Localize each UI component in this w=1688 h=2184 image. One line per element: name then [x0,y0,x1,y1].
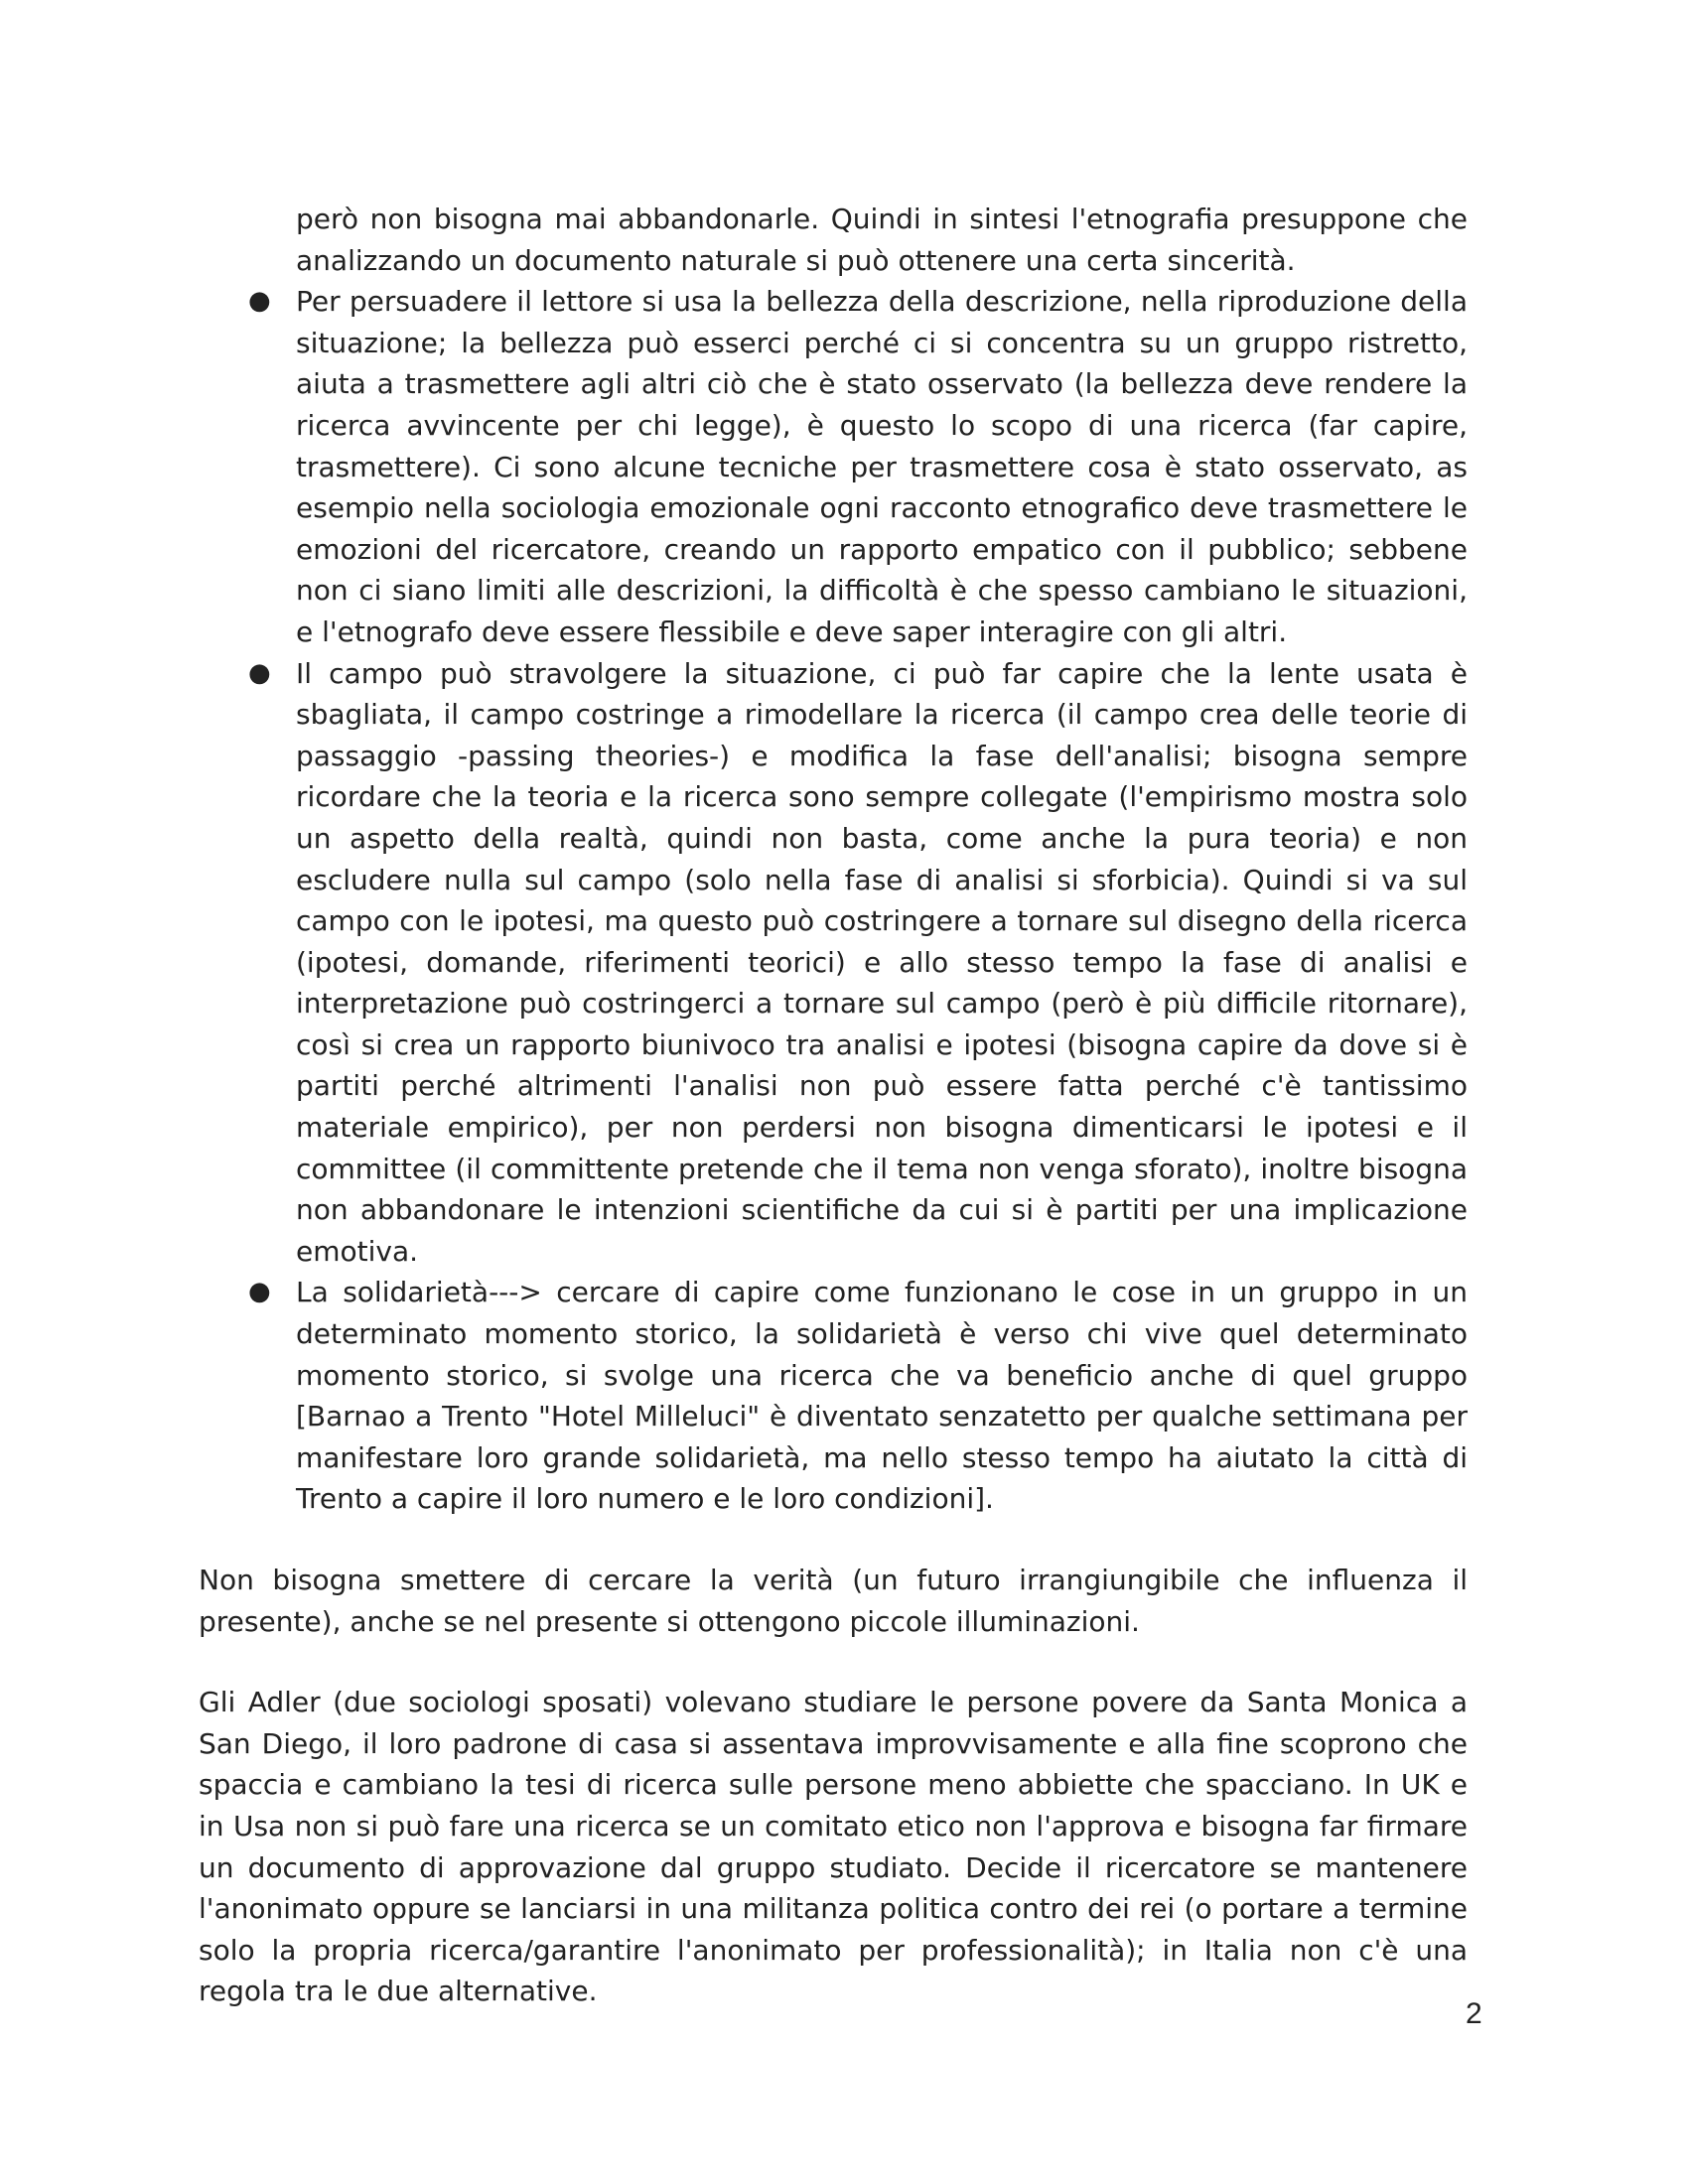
body-paragraph: Gli Adler (due sociologi sposati) volevano studiare le persone povere da Santa Monica a San Diego, il loro padrone di casa si assentava improvvisamente e alla fine scoprono che spaccia e cambiano la tesi di ricerca sulle persone meno abbiette che spacciano. In UK e in Usa non si può fare una ricerca se un comitato etico non l'approva e bisogna far firmare un documento di approvazione dal gruppo studiato. Decide il ricercatore se mantenere l'anonimato oppure se lanciarsi in una militanza politica contro dei rei (o portare a termine solo la propria ricerca/garantire l'anonimato per professionalità); in Italia non c'è una regola tra le due alternative. [199,1686,1468,2008]
list-item-text: La solidarietà---> cercare di capire come funzionano le cose in un gruppo in un determinato momento storico, la solidarietà è verso chi vive quel determinato momento storico, si svolge una ricerca che va beneficio anche di quel gruppo [Barnao a Trento "Hotel Milleluci" è diventato senzatetto per qualche settimana per manifestare loro grande solidarietà, ma nello stesso tempo ha aiutato la città di Trento a capire il loro numero e le loro condizioni]. [296,1276,1468,1516]
list-item-text: Per persuadere il lettore si usa la bellezza della descrizione, nella riproduzione della situazione; la bellezza può esserci perché ci si concentra su un gruppo ristretto, aiuta a trasmettere agli altri ciò che è stato osservato (la bellezza deve rendere la ricerca avvincente per chi legge), è questo lo scopo di una ricerca (far capire, trasmettere). Ci sono alcune tecniche per trasmettere cosa è stato osservato, as esempio nella sociologia emozionale ogni racconto etnografico deve trasmettere le emozioni del ricercatore, creando un rapporto empatico con il pubblico; sebbene non ci siano limiti alle descrizioni, la difficoltà è che spesso cambiano le situazioni, e l'etnografo deve essere flessibile e deve saper interagire con gli altri. [296,285,1468,648]
spacer [199,1520,1468,1560]
continuation-paragraph: però non bisogna mai abbandonarle. Quindi in sintesi l'etnografia presuppone che analizzando un documento naturale si può ottenere una certa sincerità. [296,203,1468,277]
bullet-icon: ● [248,1277,271,1307]
list-item [199,1272,1468,1520]
page-content [199,199,1468,2012]
bullet-icon: ● [248,657,271,688]
list-item [199,653,1468,1273]
list-item-text: Il campo può stravolgere la situazione, ci può far capire che la lente usata è sbagliata, il campo costringe a rimodellare la ricerca (il campo crea delle teorie di passaggio -passing theories-) e modifica la fase dell'analisi; bisogna sempre ricordare che la teoria e la ricerca sono sempre collegate (l'empirismo mostra solo un aspetto della realtà, quindi non basta, come anche la pura teoria) e non escludere nulla sul campo (solo nella fase di analisi si sforbicia). Quindi si va sul campo con le ipotesi, ma questo può costringere a tornare sul disegno della ricerca (ipotesi, domande, riferimenti teorici) e allo stesso tempo la fase di analisi e interpretazione può costringerci a tornare sul campo (però è più difficile ritornare), così si crea un rapporto biunivoco tra analisi e ipotesi (bisogna capire da dove si è partiti perché altrimenti l'analisi non può essere fatta perché c'è tantissimo materiale empirico), per non perdersi non bisogna dimenticarsi le ipotesi e il committee (il committente pretende che il tema non venga sforato), inoltre bisogna non abbandonare le intenzioni scientifiche da cui si è partiti per una implicazione emotiva. [296,656,1468,1268]
page-number: 2 [1466,1997,1482,2030]
list-item [199,281,1468,652]
bullet-icon: ● [248,286,271,317]
body-paragraph: Non bisogna smettere di cercare la verità (un futuro irrangiungibile che influenza il presente), anche se nel presente si ottengono piccole illuminazioni. [199,1564,1468,1638]
spacer [199,1642,1468,1682]
bullet-list [199,281,1468,1520]
